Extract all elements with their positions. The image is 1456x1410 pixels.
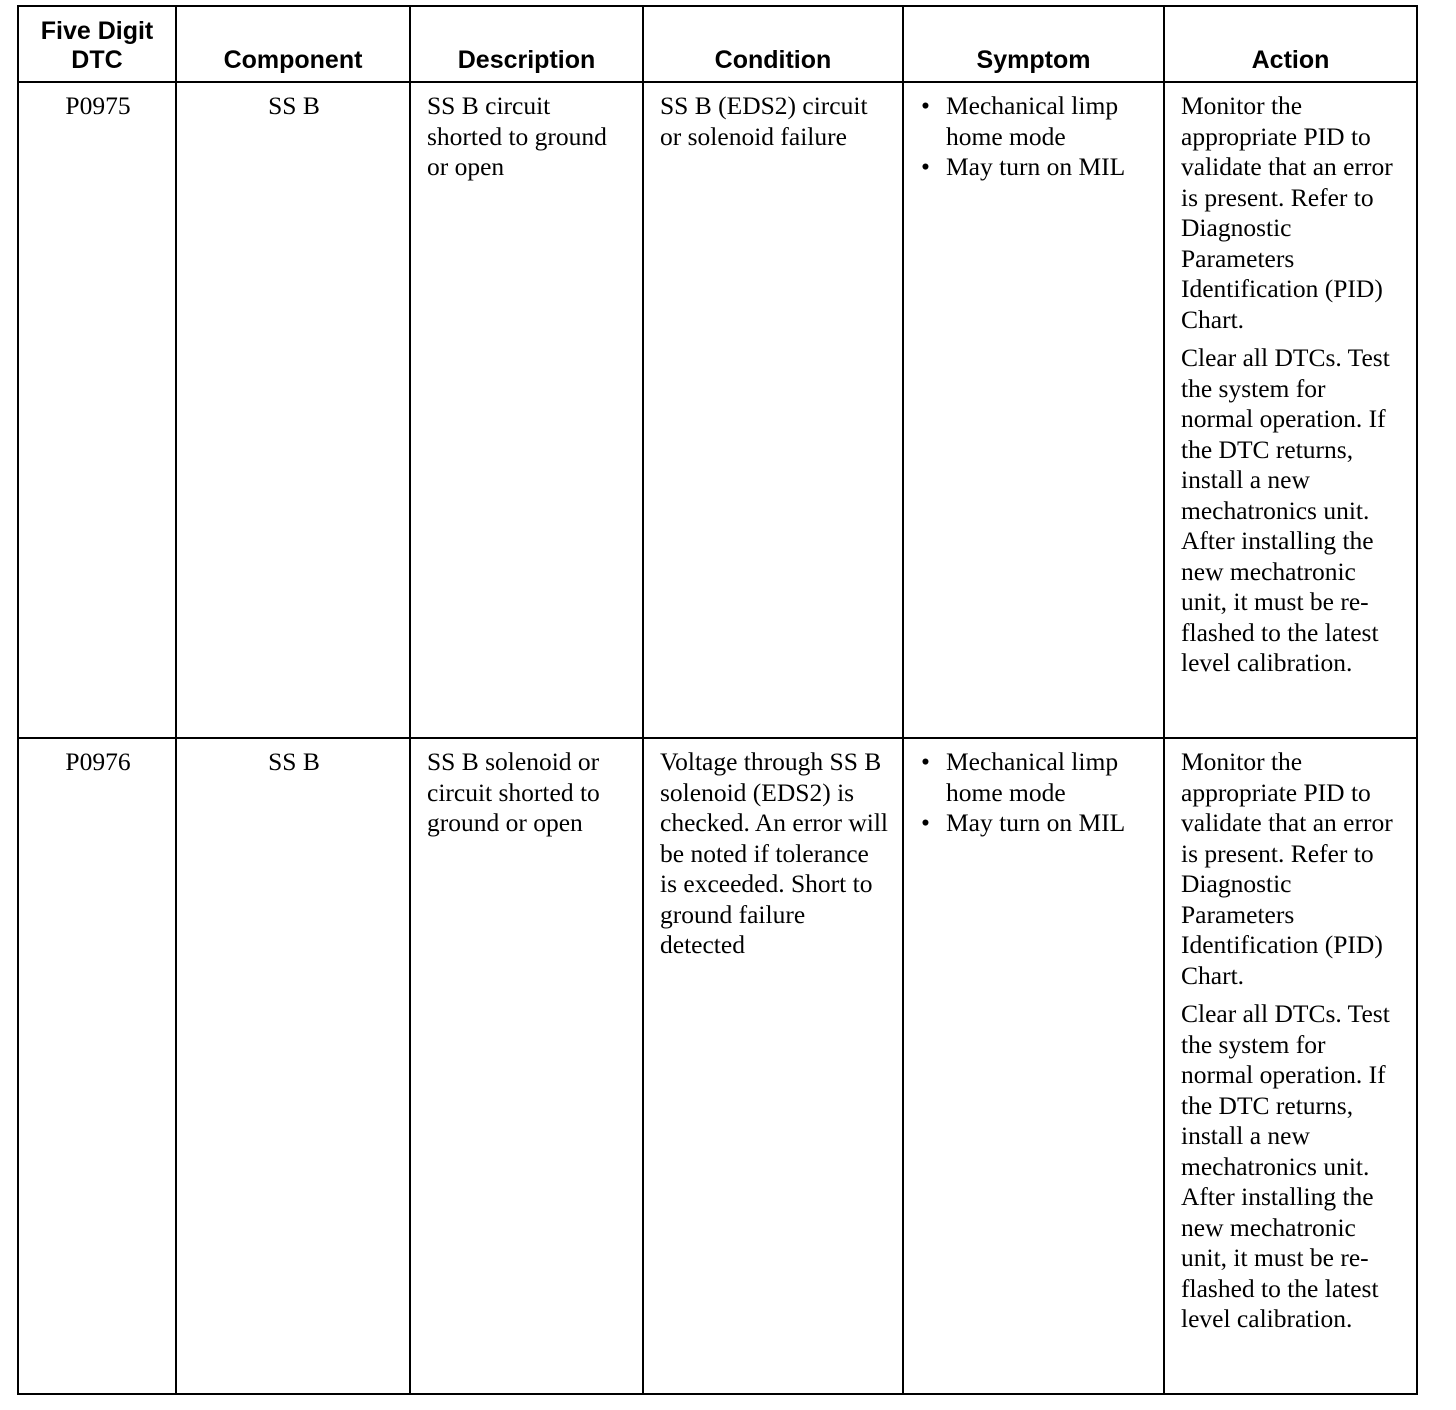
action-cell	[1164, 82, 1417, 738]
symptom-cell	[903, 82, 1164, 738]
symptom-text: May turn on MIL	[946, 808, 1126, 837]
action-paragraph: Monitor the appropriate PID to validate that an error is present. Refer to Diagnostic Parameters Identification (PID) Chart.	[1181, 747, 1393, 990]
action-cell	[1164, 738, 1417, 1394]
dtc-table	[17, 5, 1418, 1395]
symptom-list	[920, 91, 1149, 183]
header-action: Action	[1164, 6, 1417, 82]
symptom-cell	[903, 738, 1164, 1394]
header-description: Description	[410, 6, 643, 82]
header-component: Component	[176, 6, 410, 82]
header-row	[18, 6, 1417, 82]
bullet-icon: •	[921, 91, 930, 120]
symptom-text: Mechanical limp home mode	[946, 91, 1119, 151]
header-five-digit-dtc-line1: Five Digit	[40, 17, 154, 45]
condition-cell: Voltage through SS B solenoid (EDS2) is checked. An error will be noted if tolerance is exceeded. Short to ground failure detected	[643, 738, 903, 1394]
symptom-text: Mechanical limp home mode	[946, 747, 1119, 807]
table-row	[18, 82, 1417, 738]
description-cell: SS B circuit shorted to ground or open	[410, 82, 643, 738]
header-five-digit-dtc	[18, 6, 176, 82]
symptom-item	[920, 91, 1149, 152]
header-five-digit-dtc-line2: DTC	[71, 46, 123, 74]
component-cell: SS B	[176, 738, 410, 1394]
header-condition: Condition	[643, 6, 903, 82]
description-cell: SS B solenoid or circuit shorted to ground or open	[410, 738, 643, 1394]
symptom-text: May turn on MIL	[946, 152, 1126, 181]
dtc-code-cell: P0976	[18, 738, 176, 1394]
table-row	[18, 738, 1417, 1394]
action-paragraph: Monitor the appropriate PID to validate that an error is present. Refer to Diagnostic Parameters Identification (PID) Chart.	[1181, 91, 1393, 334]
symptom-item	[920, 152, 1149, 183]
bullet-icon: •	[921, 747, 930, 776]
action-paragraph: Clear all DTCs. Test the system for normal operation. If the DTC returns, install a new mechatronics unit. After installing the new mechatronic unit, it must be re-flashed to the latest level calibration.	[1181, 343, 1390, 677]
symptom-item	[920, 747, 1149, 808]
bullet-icon: •	[921, 152, 930, 181]
condition-cell: SS B (EDS2) circuit or solenoid failure	[643, 82, 903, 738]
bullet-icon: •	[921, 808, 930, 837]
symptom-list	[920, 747, 1149, 839]
component-cell: SS B	[176, 82, 410, 738]
symptom-item	[920, 808, 1149, 839]
dtc-code-cell: P0975	[18, 82, 176, 738]
action-paragraph: Clear all DTCs. Test the system for normal operation. If the DTC returns, install a new mechatronics unit. After installing the new mechatronic unit, it must be re-flashed to the latest level calibration.	[1181, 999, 1390, 1333]
header-symptom: Symptom	[903, 6, 1164, 82]
